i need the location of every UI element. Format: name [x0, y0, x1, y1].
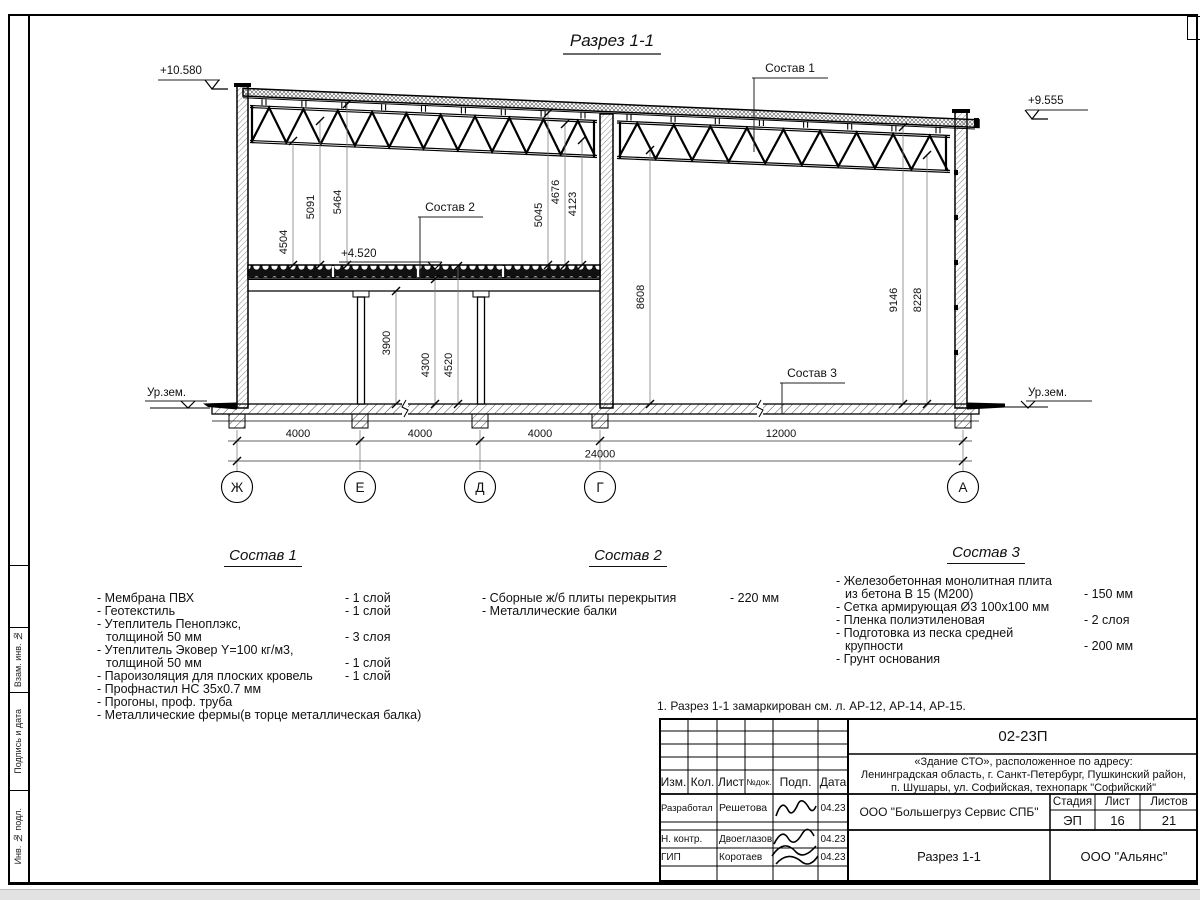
- dim-24000: 24000: [584, 448, 616, 461]
- tb-company: ООО "Большегруз Сервис СПБ": [859, 805, 1039, 819]
- dim-5045: 5045: [533, 202, 545, 228]
- list-item: - Профнастил НС 35х0.7 мм: [97, 682, 262, 696]
- dim-5091: 5091: [305, 194, 317, 220]
- composition-list-3: [836, 546, 1136, 666]
- tb-sheets-value: 21: [1161, 812, 1177, 828]
- composition-list-1: [97, 549, 429, 722]
- axis-a: А: [958, 480, 968, 495]
- wall-axis-zh: [237, 86, 248, 408]
- tb-role-razrabotal: Разработал: [661, 802, 713, 814]
- tb-section-name: Разрез 1-1: [917, 848, 981, 864]
- list-item: - Металлические фермы(в торце металлическая балка): [97, 708, 422, 722]
- tb-col-list: Лист: [717, 775, 745, 789]
- tb-date-3: 04.23: [820, 851, 846, 863]
- elevation-arrow-icon: [181, 401, 195, 408]
- elevation-arrow-icon: [1025, 110, 1048, 119]
- tb-stage-value: ЭП: [1063, 812, 1082, 828]
- dim-4300: 4300: [420, 352, 432, 378]
- tb-stage-label: Стадия: [1052, 796, 1093, 808]
- list-item: крупности - 200 мм: [845, 639, 1134, 653]
- frame-bottom: [8, 882, 1198, 885]
- list-item: толщиной 50 мм - 1 слой: [106, 656, 391, 670]
- composition-3-title: Состав 3: [836, 546, 1136, 559]
- tb-role-nkontr: Н. контр.: [661, 833, 703, 845]
- title-block: [659, 718, 1198, 882]
- dim-4504: 4504: [278, 229, 290, 255]
- tb-col-ndok: №док.: [746, 777, 772, 787]
- composition-2-title: Состав 2: [482, 549, 774, 562]
- tb-name-dvoeglazov: Двоеглазов: [719, 833, 773, 845]
- list-item: - Грунт основания: [836, 652, 941, 666]
- elevation-floor: +4.520: [341, 248, 377, 260]
- list-item: - Пароизоляция для плоских кровель - 1 слой: [97, 669, 391, 683]
- tb-col-izm: Изм.: [660, 775, 687, 789]
- tb-name-reshetova: Решетова: [719, 802, 768, 814]
- list-item: из бетона В 15 (М200) - 150 мм: [845, 587, 1134, 601]
- dim-4520: 4520: [443, 352, 455, 378]
- list-item: - Утеплитель Эковер Y=100 кг/м3,: [97, 643, 294, 657]
- page-edge: [0, 889, 1200, 900]
- dim-12000: 12000: [765, 428, 797, 440]
- leader-sostav-3: Состав 3: [787, 366, 837, 380]
- section-title: [563, 31, 661, 54]
- ground-level-left: Ур.зем.: [147, 387, 187, 399]
- list-item: - Подготовка из песка средней: [836, 626, 1014, 640]
- tb-name-korotaev: Коротаев: [719, 851, 763, 863]
- list-item: - Металлические балки: [482, 604, 617, 618]
- axis-zh: Ж: [230, 480, 244, 495]
- tb-col-data: Дата: [819, 775, 847, 789]
- frame-label-inv: Инв. № подл.: [13, 807, 23, 865]
- ground-structure: [150, 400, 1048, 428]
- elevation-roof-left: +10.580: [160, 65, 202, 77]
- dim-8608: 8608: [635, 284, 647, 310]
- axis-e: Е: [355, 480, 365, 495]
- dim-4000-1: 4000: [285, 428, 311, 440]
- tb-doc-number: 02-23П: [998, 727, 1048, 745]
- ground-level-right: Ур.зем.: [1028, 387, 1068, 399]
- column-axis-e: [353, 291, 369, 404]
- elevation-arrow-icon: [205, 80, 228, 89]
- horizontal-dimensions: [228, 428, 972, 472]
- dim-4000-2: 4000: [407, 428, 433, 440]
- dim-5464: 5464: [332, 189, 344, 215]
- composition-list-2: [482, 547, 780, 618]
- leader-sostav-1: Состав 1: [765, 61, 815, 75]
- wall-axis-g: [600, 114, 613, 408]
- axis-d: Д: [475, 480, 485, 495]
- tb-col-kol: Кол.: [690, 775, 715, 789]
- list-item: - Мембрана ПВХ - 1 слой: [97, 591, 391, 605]
- elevation-roof-right: +9.555: [1028, 95, 1064, 107]
- column-axis-d: [473, 291, 489, 404]
- list-item: - Утеплитель Пеноплэкс,: [97, 617, 242, 631]
- list-item: - Прогоны, проф. труба: [97, 695, 233, 709]
- axis-g: Г: [596, 480, 604, 495]
- dim-4676: 4676: [550, 179, 562, 205]
- list-item: - Пленка полиэтиленовая - 2 слоя: [836, 613, 1130, 627]
- drawing-note: 1. Разрез 1-1 замаркирован см. л. АР-12, АР-14, АР-15.: [657, 699, 966, 713]
- axis-bubbles: [222, 472, 979, 503]
- tb-project-address: «Здание СТО», расположенное по адресу: Ленинградская область, г. Санкт-Петербург, Пушкинский район, п. Шушары, ул. Софийская, технопарк "Софийский": [860, 756, 1187, 794]
- tb-sheets-label: Листов: [1150, 796, 1188, 808]
- dim-3900: 3900: [381, 330, 393, 356]
- tb-sheet-value: 16: [1110, 812, 1125, 828]
- tb-col-podp: Подп.: [779, 775, 812, 789]
- dim-4000-3: 4000: [527, 428, 553, 440]
- list-item: толщиной 50 мм - 3 слоя: [106, 630, 391, 644]
- list-item: - Сборные ж/б плиты перекрытия - 220 мм: [482, 591, 780, 605]
- hollow-core-slab: [248, 265, 600, 278]
- mezzanine-floor: [248, 265, 600, 404]
- tb-date-1: 04.23: [820, 802, 846, 814]
- signature-gip: [768, 826, 820, 878]
- leader-sostav-2: Состав 2: [425, 200, 475, 214]
- frame-label-podpis: Подпись и дата: [13, 708, 23, 774]
- composition-1-title: Состав 1: [97, 549, 429, 562]
- tb-role-gip: ГИП: [661, 851, 681, 863]
- tb-date-2: 04.23: [820, 833, 846, 845]
- dim-8228: 8228: [912, 287, 924, 313]
- frame-label-vzam: Взам. инв. №: [13, 631, 23, 688]
- list-item: - Сетка армирующая Ø3 100х100 мм: [836, 600, 1050, 614]
- list-item: - Железобетонная монолитная плита: [836, 574, 1052, 588]
- drawing-title: Разрез 1-1: [569, 31, 655, 50]
- dim-4123: 4123: [567, 191, 579, 217]
- tb-org: ООО "Альянс": [1080, 848, 1168, 864]
- dim-9146: 9146: [888, 287, 900, 313]
- signature-razrabotal: [772, 796, 818, 822]
- list-item: - Геотекстиль - 1 слой: [97, 604, 391, 618]
- tb-sheet-label: Лист: [1105, 796, 1130, 808]
